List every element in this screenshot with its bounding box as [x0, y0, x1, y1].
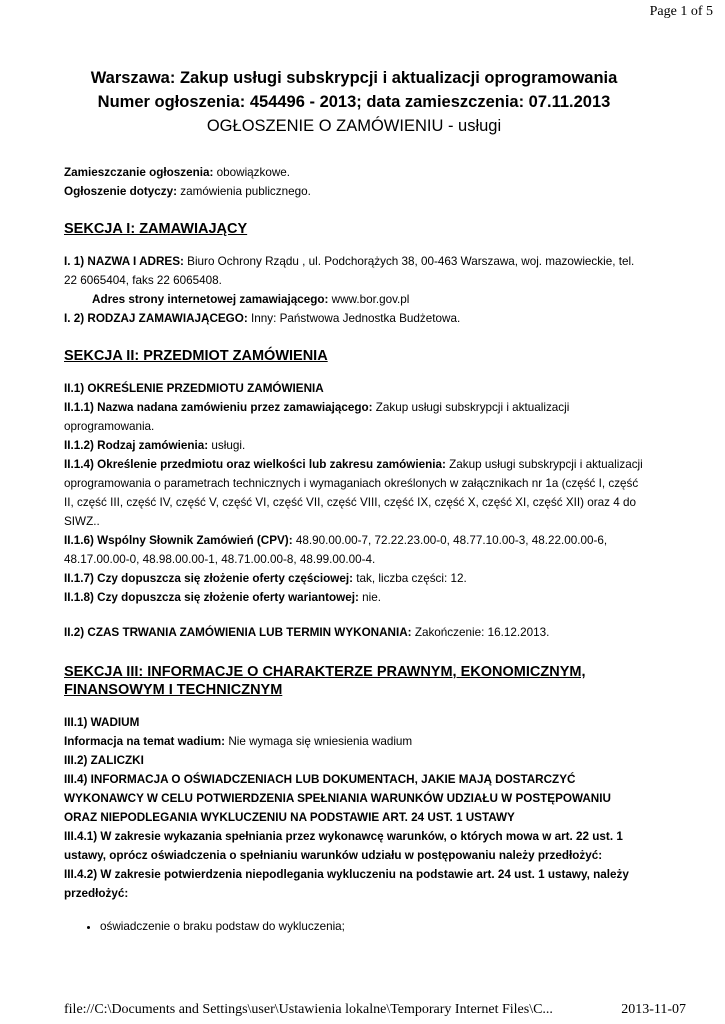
- page-footer: [64, 1002, 686, 1018]
- s2-variant-value: nie.: [358, 591, 381, 604]
- s1-web-label: Adres strony internetowej zamawiającego:: [92, 293, 329, 306]
- s3-statements-heading: III.4) INFORMACJA O OŚWIADCZENIACH LUB DOKUMENTACH, JAKIE MAJĄ DOSTARCZYĆ WYKONAWCY W CELU POTWIERDZENIA SPEŁNIANIA WARUNKÓW UDZIAŁU W POSTĘPOWANIU ORAZ NIEPODLEGANIA WYKLUCZENIU NA PODSTAWIE ART. 24 UST. 1 USTAWY: [64, 773, 611, 824]
- s1-type: [64, 309, 644, 328]
- document-subtitle: OGŁOSZENIE O ZAMÓWIENIU - usługi: [206, 117, 502, 135]
- s2-kind-label: II.1.2) Rodzaj zamówienia:: [64, 439, 209, 452]
- s2-kind-value: usługi.: [208, 439, 246, 452]
- section3-heading: SEKCJA III: INFORMACJE O CHARAKTERZE PRAWNYM, EKONOMICZNYM, FINANSOWYM I TECHNICZNYM: [64, 664, 586, 698]
- s2-cpv-label: II.1.6) Wspólny Słownik Zamówień (CPV):: [64, 534, 293, 547]
- meta-concerns-value: zamówienia publicznego.: [177, 185, 311, 198]
- document-title-line1: Warszawa: Zakup usługi subskrypcji i aktualizacji oprogramowania: [90, 69, 618, 87]
- s2-name-value: Zakup usługi subskrypcji i aktualizacji oprogramowania.: [64, 401, 570, 433]
- s1-name-address: [64, 252, 644, 290]
- s2-variant: [64, 588, 644, 607]
- s1-type-value: Inny: Państwowa Jednostka Budżetowa.: [247, 312, 461, 325]
- s3-wadium-heading: III.1) WADIUM: [64, 716, 140, 729]
- s3-advances-heading: III.2) ZALICZKI: [64, 754, 144, 767]
- s2-partial: [64, 569, 644, 588]
- s1-name-label: I. 1) NAZWA I ADRES:: [64, 255, 184, 268]
- s2-cpv: [64, 531, 644, 569]
- s2-definition-heading: II.1) OKREŚLENIE PRZEDMIOTU ZAMÓWIENIA: [64, 382, 324, 395]
- s2-partial-value: tak, liczba części: 12.: [353, 572, 467, 585]
- s3-document-list: [64, 917, 644, 936]
- meta-concerns: [64, 182, 644, 201]
- s3-wadium: [64, 732, 644, 751]
- s2-duration-label: II.2) CZAS TRWANIA ZAMÓWIENIA LUB TERMIN WYKONANIA:: [64, 626, 412, 639]
- document-body: [64, 66, 644, 936]
- s1-web-value: www.bor.gov.pl: [328, 293, 410, 306]
- meta-concerns-label: Ogłoszenie dotyczy:: [64, 185, 178, 198]
- list-item: • oświadczenie o braku podstaw do wykluczenia;: [100, 917, 644, 936]
- s2-cpv-value: 48.90.00.00-7, 72.22.23.00-0, 48.77.10.00-3, 48.22.00.00-6, 48.17.00.00-0, 48.98.00.00-1, 48.71.00.00-8, 48.99.00.00-4.: [64, 534, 608, 566]
- footer-file-path: file://C:\Documents and Settings\user\Ustawienia lokalne\Temporary Internet Files\C...: [64, 1002, 553, 1017]
- s1-website: [64, 290, 644, 309]
- document-title-line2: Numer ogłoszenia: 454496 - 2013; data zamieszczenia: 07.11.2013: [97, 93, 611, 111]
- s2-duration-value: Zakończenie: 16.12.2013.: [411, 626, 550, 639]
- s1-type-label: I. 2) RODZAJ ZAMAWIAJĄCEGO:: [64, 312, 248, 325]
- s3-exclusion-paragraph: III.4.2) W zakresie potwierdzenia niepodlegania wykluczeniu na podstawie art. 24 ust. 1 ustawy, należy przedłożyć:: [64, 868, 629, 900]
- meta-obligatory: [64, 163, 644, 182]
- s2-scope: [64, 455, 644, 531]
- s3-wadium-value: Nie wymaga się wniesienia wadium: [225, 735, 413, 748]
- s1-name-value: Biuro Ochrony Rządu , ul. Podchorążych 38, 00-463 Warszawa, woj. mazowieckie, tel. 22 6065404, faks 22 6065408.: [64, 255, 635, 287]
- s2-scope-label: II.1.4) Określenie przedmiotu oraz wielkości lub zakresu zamówienia:: [64, 458, 446, 471]
- meta-obligatory-label: Zamieszczanie ogłoszenia:: [64, 166, 214, 179]
- s2-name: [64, 398, 644, 436]
- s2-duration: [64, 623, 644, 642]
- section2-heading: SEKCJA II: PRZEDMIOT ZAMÓWIENIA: [64, 348, 328, 364]
- page-number: Page 1 of 5: [649, 4, 713, 19]
- footer-date: 2013-11-07: [621, 1002, 686, 1017]
- section1-heading: SEKCJA I: ZAMAWIAJĄCY: [64, 221, 248, 237]
- s3-wadium-label: Informacja na temat wadium:: [64, 735, 226, 748]
- s2-name-label: II.1.1) Nazwa nadana zamówieniu przez zamawiającego:: [64, 401, 373, 414]
- s2-kind: [64, 436, 644, 455]
- s2-partial-label: II.1.7) Czy dopuszcza się złożenie oferty częściowej:: [64, 572, 354, 585]
- meta-obligatory-value: obowiązkowe.: [213, 166, 291, 179]
- s2-variant-label: II.1.8) Czy dopuszcza się złożenie oferty wariantowej:: [64, 591, 359, 604]
- s2-scope-value: Zakup usługi subskrypcji i aktualizacji oprogramowania o parametrach technicznych i wymaganiach określonych w załącznikach nr 1a (część I, część II, część III, część IV, część V, część VI, część VII, część VIII, część IX, część X, część XI, część XII) oraz 4 do SIWZ..: [64, 458, 643, 528]
- s3-conditions-paragraph: III.4.1) W zakresie wykazania spełniania przez wykonawcę warunków, o których mowa w art. 22 ust. 1 ustawy, oprócz oświadczenia o spełnianiu warunków udziału w postępowaniu należy przedłożyć:: [64, 830, 623, 862]
